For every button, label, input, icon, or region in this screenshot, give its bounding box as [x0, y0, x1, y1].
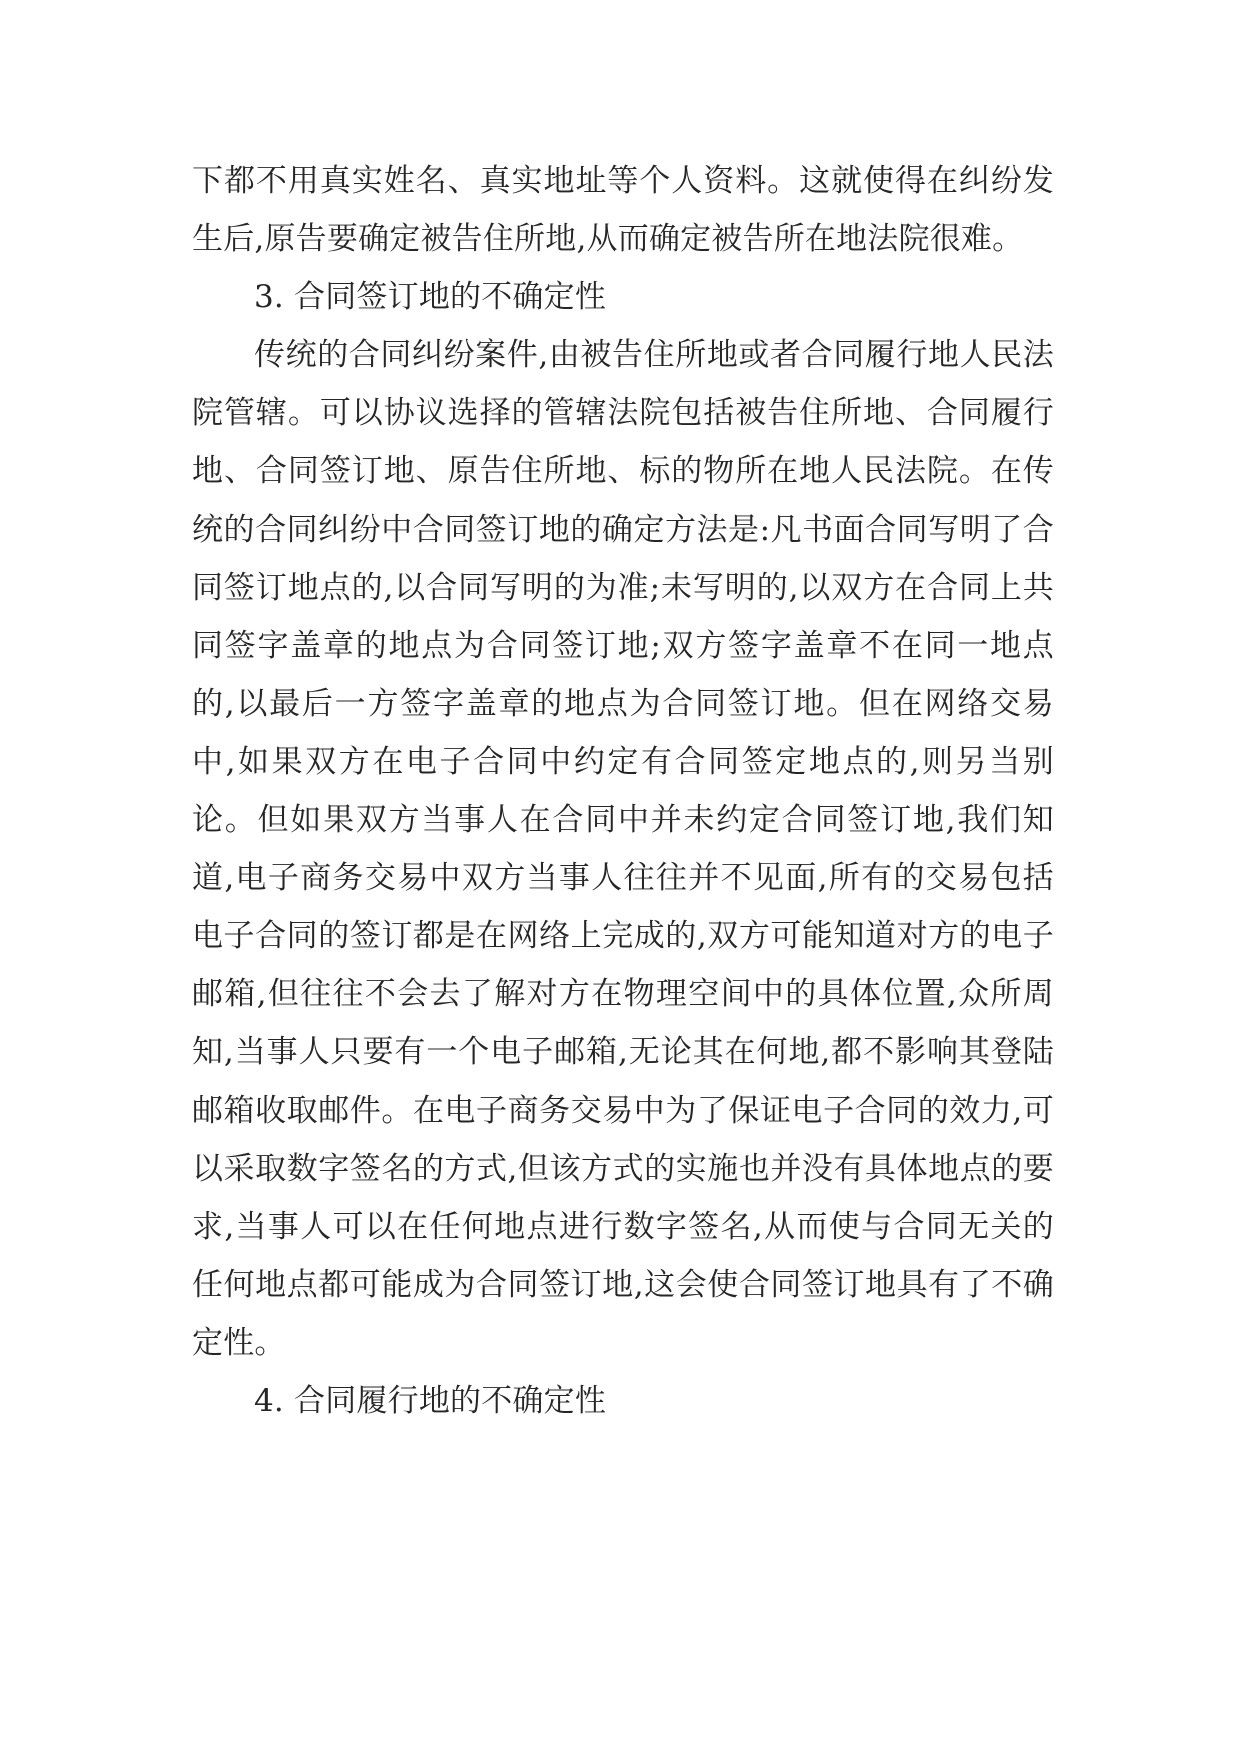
paragraph-main: 传统的合同纠纷案件,由被告住所地或者合同履行地人民法院管辖。可以协议选择的管辖法院包括被告住所地、合同履行地、合同签订地、原告住所地、标的物所在地人民法院。在传统的合同纠纷中合同签订地的确定方法是:凡书面合同写明了合同签订地点的,以合同写明的为准;未写明的,以双方在合同上共同签字盖章的地点为合同签订地;双方签字盖章不在同一地点的,以最后一方签字盖章的地点为合同签订地。但在网络交易中,如果双方在电子合同中约定有合同签定地点的,则另当别论。但如果双方当事人在合同中并未约定合同签订地,我们知道,电子商务交易中双方当事人往往并不见面,所有的交易包括电子合同的签订都是在网络上完成的,双方可能知道对方的电子邮箱,但往往不会去了解对方在物理空间中的具体位置,众所周知,当事人只要有一个电子邮箱,无论其在何地,都不影响其登陆邮箱收取邮件。在电子商务交易中为了保证电子合同的效力,可以采取数字签名的方式,但该方式的实施也并没有具体地点的要求,当事人可以在任何地点进行数字签名,从而使与合同无关的任何地点都可能成为合同签订地,这会使合同签订地具有了不确定性。: [192, 337, 1054, 1361]
document-body: [192, 152, 1054, 1430]
section-heading-3: 3. 合同签订地的不确定性: [254, 279, 607, 316]
section-heading-4: 4. 合同履行地的不确定性: [254, 1382, 607, 1419]
paragraph-continuation: 下都不用真实姓名、真实地址等个人资料。这就使得在纠纷发生后,原告要确定被告住所地,从而确定被告所在地法院很难。: [192, 163, 1054, 258]
